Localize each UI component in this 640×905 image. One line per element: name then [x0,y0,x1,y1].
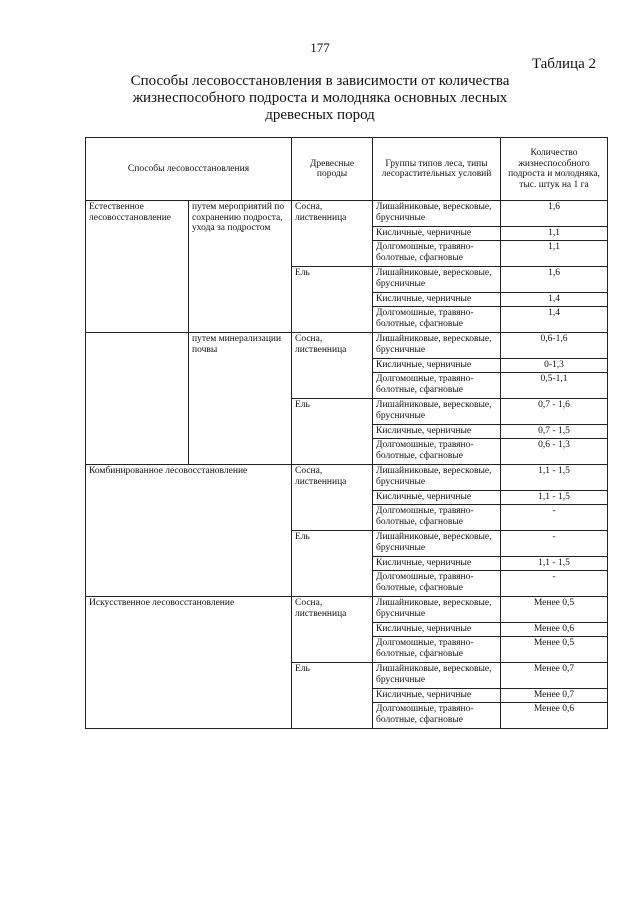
value-cell: 1,6 [501,201,608,227]
group-cell: Лишайниковые, вересковые, брусничные [373,531,501,557]
value-cell: 1,1 - 1,5 [501,557,608,571]
value-cell: Менее 0,5 [501,637,608,663]
group-cell: Лишайниковые, вересковые, брусничные [373,663,501,689]
value-cell: Менее 0,7 [501,689,608,703]
group-cell: Лишайниковые, вересковые, брусничные [373,399,501,425]
species-pine-larch: Сосна, лиственница [292,333,373,399]
method-combined: Комбинированное лесовосстановление [86,465,292,597]
method-natural: Естественное лесовосстановление [86,201,189,333]
value-cell: 1,4 [501,307,608,333]
group-cell: Лишайниковые, вересковые, брусничные [373,333,501,359]
value-cell: 1,6 [501,267,608,293]
table-label: Таблица 2 [531,56,596,72]
group-cell: Долгомошные, травяно-болотные, сфагновые [373,571,501,597]
value-cell: - [501,571,608,597]
group-cell: Долгомошные, травяно-болотные, сфагновые [373,241,501,267]
method-natural-sub1: путем мероприятий по сохранению подроста, ухода за подростом [189,201,292,333]
value-cell: 1,4 [501,293,608,307]
table-row [86,597,608,623]
value-cell: 0,6 - 1,3 [501,439,608,465]
value-cell: 0,5-1,1 [501,373,608,399]
value-cell: Менее 0,6 [501,623,608,637]
table-row [86,201,608,227]
group-cell: Лишайниковые, вересковые, брусничные [373,597,501,623]
header-methods: Способы лесовосстановления [86,138,292,201]
method-artificial: Искусственное лесовосстановление [86,597,292,729]
value-cell: Менее 0,5 [501,597,608,623]
group-cell: Кисличные, черничные [373,293,501,307]
table-row [86,333,608,359]
value-cell: 1,1 - 1,5 [501,491,608,505]
value-cell: 0-1,3 [501,359,608,373]
method-natural-sub2: путем минерализации почвы [189,333,292,465]
species-pine-larch: Сосна, лиственница [292,201,373,267]
title-line: жизнеспособного подроста и молодняка основных лесных [132,90,508,106]
value-cell: - [501,531,608,557]
group-cell: Лишайниковые, вересковые, брусничные [373,201,501,227]
method-natural-continued [86,333,189,465]
header-groups: Группы типов леса, типы лесорастительных условий [373,138,501,201]
header-row [86,138,608,201]
species-pine-larch: Сосна, лиственница [292,597,373,663]
value-cell: 0,7 - 1,6 [501,399,608,425]
species-spruce: Ель [292,663,373,729]
group-cell: Долгомошные, травяно-болотные, сфагновые [373,307,501,333]
group-cell: Долгомошные, травяно-болотные, сфагновые [373,637,501,663]
group-cell: Кисличные, черничные [373,491,501,505]
value-cell: - [501,505,608,531]
value-cell: 1,1 [501,241,608,267]
value-cell: 0,6-1,6 [501,333,608,359]
species-spruce: Ель [292,267,373,333]
group-cell: Кисличные, черничные [373,359,501,373]
group-cell: Кисличные, черничные [373,557,501,571]
header-species: Древесные породы [292,138,373,201]
group-cell: Кисличные, черничные [373,623,501,637]
group-cell: Лишайниковые, вересковые, брусничные [373,465,501,491]
value-cell: Менее 0,7 [501,663,608,689]
group-cell: Кисличные, черничные [373,689,501,703]
group-cell: Кисличные, черничные [373,425,501,439]
species-pine-larch: Сосна, лиственница [292,465,373,531]
group-cell: Лишайниковые, вересковые, брусничные [373,267,501,293]
species-spruce: Ель [292,531,373,597]
title-line: древесных пород [265,107,375,123]
reforestation-table [85,137,608,729]
group-cell: Долгомошные, травяно-болотные, сфагновые [373,439,501,465]
group-cell: Долгомошные, травяно-болотные, сфагновые [373,373,501,399]
group-cell: Долгомошные, травяно-болотные, сфагновые [373,703,501,729]
title-line: Способы лесовосстановления в зависимости от количества [130,73,510,89]
group-cell: Кисличные, черничные [373,227,501,241]
value-cell: 1,1 [501,227,608,241]
value-cell: 1,1 - 1,5 [501,465,608,491]
table-row [86,465,608,491]
species-spruce: Ель [292,399,373,465]
value-cell: Менее 0,6 [501,703,608,729]
group-cell: Долгомошные, травяно-болотные, сфагновые [373,505,501,531]
header-quantity: Количество жизнеспособного подроста и молодняка, тыс. штук на 1 га [501,138,608,201]
page-number: 177 [310,40,330,55]
document-title [110,73,530,124]
value-cell: 0,7 - 1,5 [501,425,608,439]
